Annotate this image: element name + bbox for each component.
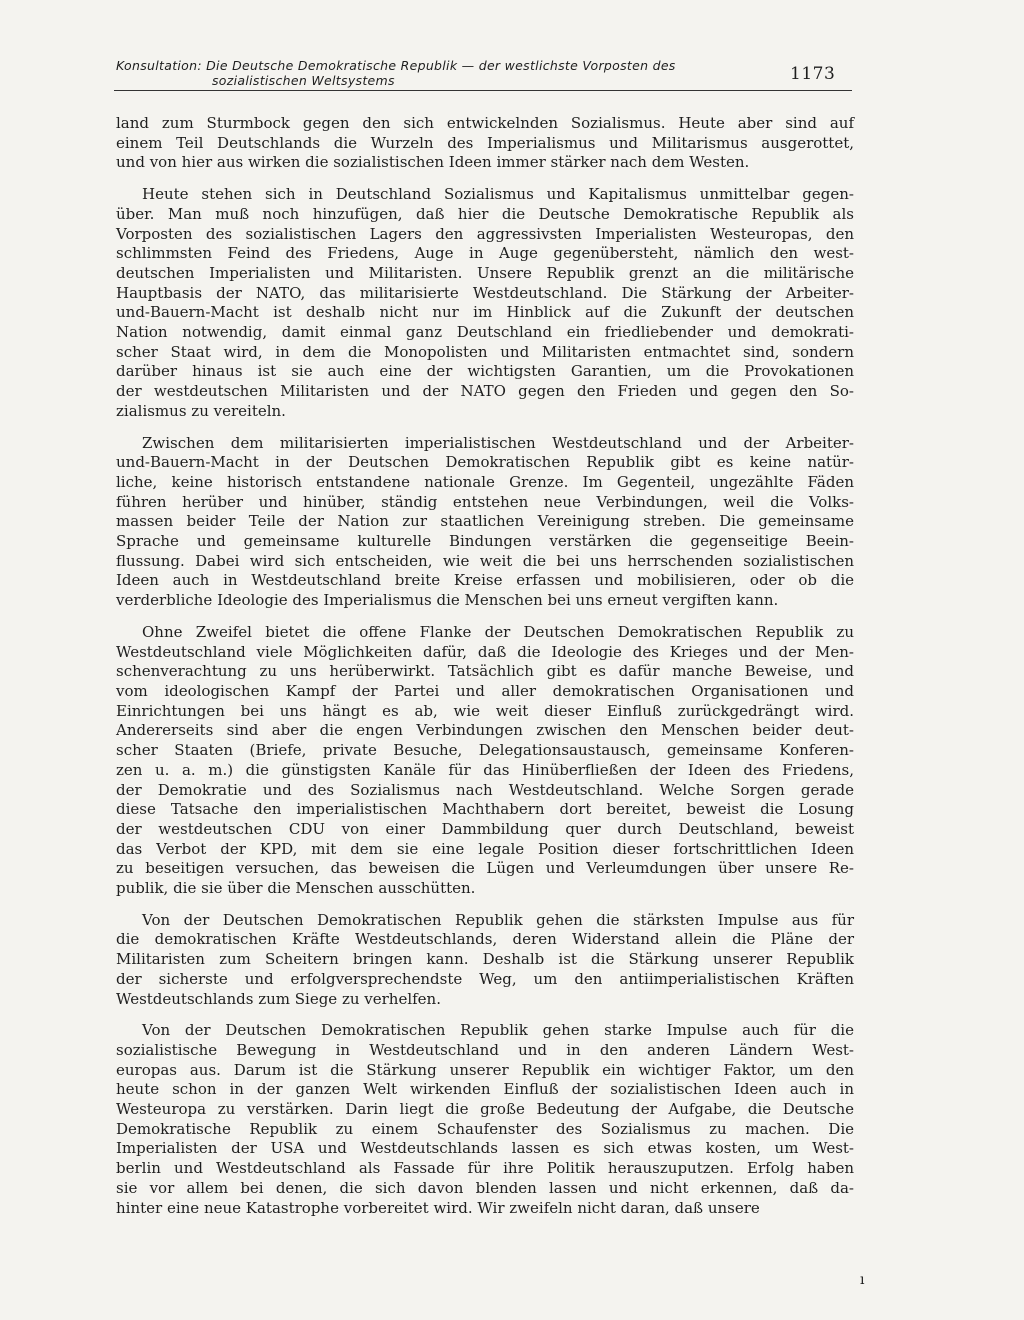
paragraph (116, 1021, 854, 1218)
text-line: Vorposten des sozialistischen Lagers den aggressivsten Imperialisten Westeuropas, den (116, 224, 854, 243)
header-rule (114, 90, 852, 91)
text-line: Westdeutschlands zum Siege zu verhelfen. (116, 989, 441, 1008)
text-line: Imperialisten der USA und Westdeutschlands lassen es sich etwas kosten, um West- (116, 1139, 854, 1158)
text-line: Einrichtungen bei uns hängt es ab, wie weit dieser Einfluß zurückgedrängt wird. (116, 701, 854, 720)
running-title-line-1: Konsultation: Die Deutsche Demokratische Republik — der westlichste Vorposten des (116, 58, 676, 73)
paragraph (116, 623, 854, 899)
text-line: der westdeutschen CDU von einer Dammbildung quer durch Deutschland, beweist (116, 819, 854, 838)
text-line: Demokratische Republik zu einem Schaufenster des Sozialismus zu machen. Die (116, 1119, 854, 1138)
text-line: Von der Deutschen Demokratischen Republik gehen die stärksten Impulse aus für (142, 910, 854, 929)
text-line: europas aus. Darum ist die Stärkung unserer Republik ein wichtiger Faktor, um den (116, 1060, 854, 1079)
text-line: einem Teil Deutschlands die Wurzeln des Imperialismus und Militarismus ausgerottet, (116, 133, 854, 152)
text-line: der sicherste und erfolgversprechendste Weg, um den antiimperialistischen Kräften (116, 969, 854, 988)
text-line: vom ideologischen Kampf der Partei und aller demokratischen Organisationen und (116, 681, 854, 700)
text-line: zialismus zu vereiteln. (116, 401, 286, 420)
text-line: der Demokratie und des Sozialismus nach Westdeutschland. Welche Sorgen gerade (116, 780, 854, 799)
text-line: hinter eine neue Katastrophe vorbereitet wird. Wir zweifeln nicht daran, daß unsere (116, 1198, 760, 1217)
text-line: land zum Sturmbock gegen den sich entwickelnden Sozialismus. Heute aber sind auf (116, 114, 854, 132)
page-number: 1173 (790, 64, 836, 84)
body-text (116, 114, 854, 1230)
text-line: schenverachtung zu uns herüberwirkt. Tatsächlich gibt es dafür manche Beweise, und (116, 662, 854, 681)
text-line: Andererseits sind aber die engen Verbindungen zwischen den Menschen beider deut- (116, 721, 854, 740)
text-line: verderbliche Ideologie des Imperialismus die Menschen bei uns erneut vergiften kann. (116, 591, 779, 610)
text-line: der westdeutschen Militaristen und der NATO gegen den Frieden und gegen den So- (116, 382, 854, 401)
text-line: diese Tatsache den imperialistischen Machthabern dort bereitet, beweist die Losung (116, 800, 854, 819)
text-line: darüber hinaus ist sie auch eine der wichtigsten Garantien, um die Provokationen (116, 362, 854, 381)
text-line: Westeuropa zu verstärken. Darin liegt die große Bedeutung der Aufgabe, die Deutsche (116, 1100, 854, 1119)
paragraph (116, 911, 854, 1010)
text-line: und-Bauern-Macht in der Deutschen Demokratischen Republik gibt es keine natür- (116, 453, 854, 472)
text-line: Zwischen dem militarisierten imperialistischen Westdeutschland und der Arbeiter- (142, 433, 854, 452)
text-line: Sprache und gemeinsame kulturelle Bindungen verstärken die gegenseitige Beein- (116, 532, 854, 551)
paragraph (116, 185, 854, 421)
text-line: Ideen auch in Westdeutschland breite Kreise erfassen und mobilisieren, oder ob die (116, 571, 854, 590)
text-line: Von der Deutschen Demokratischen Republik gehen starke Impulse auch für die (142, 1021, 854, 1040)
text-line: sozialistische Bewegung in Westdeutschland und in den anderen Ländern West- (116, 1040, 854, 1059)
running-header (116, 58, 856, 88)
text-line: massen beider Teile der Nation zur staatlichen Vereinigung streben. Die gemeinsame (116, 512, 854, 531)
text-line: zen u. a. m.) die günstigsten Kanäle für das Hinüberfließen der Ideen des Friedens, (116, 760, 854, 779)
text-line: berlin und Westdeutschland als Fassade für ihre Politik herauszuputzen. Erfolg haben (116, 1159, 854, 1178)
text-line: über. Man muß noch hinzufügen, daß hier die Deutsche Demokratische Republik als (116, 204, 854, 223)
text-line: Hauptbasis der NATO, das militarisierte Westdeutschland. Die Stärkung der Arbeiter- (116, 283, 854, 302)
text-line: Militaristen zum Scheitern bringen kann. Deshalb ist die Stärkung unserer Republik (116, 950, 854, 969)
text-line: publik, die sie über die Menschen ausschütten. (116, 879, 476, 898)
paragraph (116, 434, 854, 611)
text-line: Ohne Zweifel bietet die offene Flanke der Deutschen Demokratischen Republik zu (142, 622, 854, 641)
text-line: sie vor allem bei denen, die sich davon blenden lassen und nicht erkennen, daß da- (116, 1178, 854, 1197)
scan-mark: ı (860, 1272, 865, 1288)
text-line: und-Bauern-Macht ist deshalb nicht nur im Hinblick auf die Zukunft der deutschen (116, 303, 854, 322)
text-line: und von hier aus wirken die sozialistischen Ideen immer stärker nach dem Westen. (116, 153, 750, 172)
paragraph (116, 114, 854, 173)
text-line: zu beseitigen versuchen, das beweisen die Lügen und Verleumdungen über unsere Re- (116, 859, 854, 878)
text-line: Westdeutschland viele Möglichkeiten dafür, daß die Ideologie des Krieges und der Men- (116, 642, 854, 661)
text-line: das Verbot der KPD, mit dem sie eine legale Position dieser fortschrittlichen Ideen (116, 839, 854, 858)
text-line: liche, keine historisch entstandene nationale Grenze. Im Gegenteil, ungezählte Fäden (116, 472, 854, 491)
text-line: Heute stehen sich in Deutschland Sozialismus und Kapitalismus unmittelbar gegen- (142, 185, 854, 204)
text-line: flussung. Dabei wird sich entscheiden, wie weit die bei uns herrschenden sozialistischen (116, 551, 854, 570)
text-line: heute schon in der ganzen Welt wirkenden Einfluß der sozialistischen Ideen auch in (116, 1080, 854, 1099)
text-line: Nation notwendig, damit einmal ganz Deutschland ein friedliebender und demokrati- (116, 323, 854, 342)
text-line: führen herüber und hinüber, ständig entstehen neue Verbindungen, weil die Volks- (116, 492, 854, 511)
text-line: deutschen Imperialisten und Militaristen. Unsere Republik grenzt an die militärische (116, 263, 854, 282)
text-line: schlimmsten Feind des Friedens, Auge in Auge gegenübersteht, nämlich den west- (116, 244, 854, 263)
text-line: die demokratischen Kräfte Westdeutschlands, deren Widerstand allein die Pläne der (116, 930, 854, 949)
text-line: scher Staaten (Briefe, private Besuche, Delegationsaustausch, gemeinsame Konferen- (116, 741, 854, 760)
text-line: scher Staat wird, in dem die Monopolisten und Militaristen entmachtet sind, sondern (116, 342, 854, 361)
running-title-line-2: sozialistischen Weltsystems (212, 73, 395, 88)
